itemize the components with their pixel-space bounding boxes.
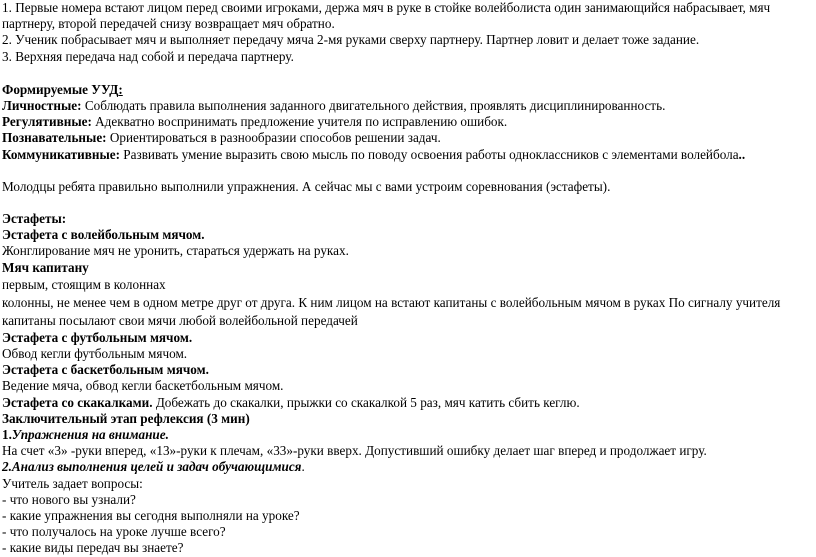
- question-1: - что нового вы узнали?: [2, 491, 136, 507]
- uud-regulatory: [2, 114, 808, 130]
- uud-title-colon: :: [118, 81, 123, 97]
- relays-heading-text: Эстафеты:: [2, 211, 67, 227]
- reflection-item-1-title-text: Упражнения на внимание.: [11, 427, 169, 443]
- relays-heading: [2, 211, 808, 227]
- relay-captain-title: [2, 260, 808, 276]
- intro-item-3: 3. Верхняя передача над собой и передача партнеру.: [2, 48, 294, 64]
- uud-personal-text: Соблюдать правила выполнения заданного двигательного действия, проявлять дисциплинированность.: [81, 98, 666, 114]
- spacer: [2, 195, 808, 211]
- relay-captain-line2: колонны, не менее чем в одном метре друг от друга. К ним лицом на встают капитаны с волейбольным мячом в руках По сигналу учителя капитаны посылают свои мячи любой волейбольной передачей: [2, 294, 781, 328]
- reflection-item-1-num: 1.: [2, 427, 12, 443]
- uud-cognitive-label: Познавательные:: [2, 130, 107, 146]
- reflection-heading-text: Заключительный этап рефлексия (3 мин): [2, 410, 250, 426]
- uud-communicative-text: Развивать умение выразить свою мысль по поводу освоения работы одноклассников с элементами волейбола: [120, 146, 739, 162]
- relay-captain-line1: первым, стоящим в колоннах: [2, 276, 166, 292]
- relay-football-title-text: Эстафета с футбольным мячом.: [2, 329, 193, 345]
- uud-regulatory-label: Регулятивные:: [2, 114, 92, 130]
- relay-rope-title: Эстафета со скакалками.: [2, 394, 153, 410]
- relay-basketball-text: Ведение мяча, обвод кегли баскетбольным мячом.: [2, 378, 284, 394]
- relay-captain-title-text: Мяч капитану: [2, 259, 89, 275]
- relay-volleyball-text: Жонглирование мяч не уронить, стараться удержать на руках.: [2, 243, 349, 259]
- relay-basketball-title: [2, 362, 808, 378]
- reflection-heading: [2, 411, 808, 427]
- spacer: [2, 65, 808, 81]
- relay-rope-text: Добежать до скакалки, прыжки со скакалкой 5 раз, мяч катить сбить кеглю.: [152, 394, 580, 410]
- uud-communicative-tail: ..: [738, 146, 746, 162]
- question-2: - какие упражнения вы сегодня выполняли на уроке?: [2, 508, 300, 524]
- uud-personal: [2, 98, 808, 114]
- reflection-item-2-title: [2, 459, 808, 475]
- relay-volleyball-title: [2, 227, 808, 243]
- reflection-item-2-title-text: 2.Анализ выполнения целей и задач обучающимися: [2, 459, 302, 475]
- relay-volleyball-title-text: Эстафета с волейбольным мячом.: [2, 227, 205, 243]
- uud-title-text: Формируемые УУД: [2, 81, 119, 97]
- question-3: - что получалось на уроке лучше всего?: [2, 524, 226, 540]
- uud-title: [2, 82, 808, 98]
- reflection-item-2-tail: .: [301, 459, 305, 475]
- uud-personal-label: Личностные:: [2, 98, 82, 114]
- relay-basketball-title-text: Эстафета с баскетбольным мячом.: [2, 362, 209, 378]
- uud-cognitive: [2, 130, 808, 146]
- relay-football-text: Обвод кегли футбольным мячом.: [2, 346, 188, 362]
- teacher-asks: Учитель задает вопросы:: [2, 475, 143, 491]
- reflection-item-1-text: На счет «3» -руки вперед, «13»-руки к плечам, «33»-руки вверх. Допустивший ошибку делает шаг вперед и продолжает игру.: [2, 443, 707, 459]
- intro-item-2: 2. Ученик побрасывает мяч и выполняет передачу мяча 2-мя руками сверху партнеру. Партнер ловит и делает тоже задание.: [2, 32, 700, 48]
- relay-football-title: [2, 330, 808, 346]
- uud-regulatory-text: Адекватно воспринимать предложение учителя по исправлению ошибок.: [91, 114, 508, 130]
- uud-cognitive-text: Ориентироваться в разнообразии способов решении задач.: [106, 130, 441, 146]
- spacer: [2, 163, 808, 179]
- question-4: - какие виды передач вы знаете?: [2, 540, 184, 556]
- relay-rope: [2, 395, 808, 411]
- uud-communicative-label: Коммуникативные:: [2, 146, 120, 162]
- uud-communicative: [2, 147, 808, 163]
- intro-item-1: 1. Первые номера встают лицом перед своими игроками, держа мяч в руке в стойке волейболиста один занимающийся набрасывает, мяч партнеру, второй передачей снизу возвращает мяч обратно.: [2, 0, 771, 32]
- praise-text: Молодцы ребята правильно выполнили упражнения. А сейчас мы с вами устроим соревнования (эстафеты).: [2, 178, 611, 194]
- reflection-item-1-title: [2, 427, 808, 443]
